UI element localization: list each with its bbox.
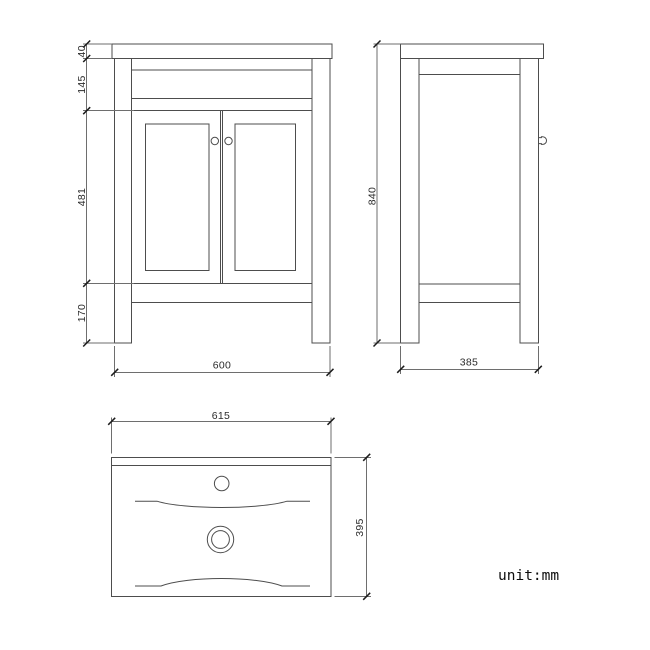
- side-height-dimension: [366, 41, 400, 347]
- front-right-door-panel: [235, 124, 296, 271]
- dim-label-840: 840: [366, 186, 379, 206]
- side-countertop: [401, 44, 544, 59]
- side-right-leg: [520, 59, 538, 344]
- dim-label-170: 170: [76, 303, 88, 323]
- side-view: [366, 41, 546, 375]
- unit-note: unit:mm: [498, 568, 560, 584]
- front-view: [76, 41, 334, 378]
- side-depth-dimension: [397, 346, 542, 374]
- dim-label-145: 145: [76, 75, 88, 94]
- front-left-door-panel: [146, 124, 209, 271]
- side-knob-profile: [539, 137, 547, 145]
- left-door-knob: [211, 137, 218, 144]
- basin-bottom-curve: [135, 579, 310, 587]
- dim-label-615: 615: [211, 410, 231, 422]
- dim-label-600: 600: [212, 359, 232, 372]
- dim-label-385: 385: [459, 356, 479, 369]
- front-left-leg: [115, 59, 132, 344]
- basin-width-dimension: [108, 410, 334, 454]
- dim-label-481: 481: [76, 187, 88, 207]
- front-height-dimensions: [76, 41, 134, 347]
- side-left-leg: [401, 59, 419, 344]
- tap-hole: [214, 476, 229, 491]
- dim-label-395: 395: [354, 518, 366, 537]
- dim-label-40: 40: [76, 45, 88, 58]
- front-width-dimension: [111, 346, 333, 377]
- right-door-knob: [225, 137, 232, 144]
- basin-depth-dimension: [335, 454, 372, 600]
- basin-front-curve: [135, 501, 310, 507]
- basin-top-view: [108, 410, 371, 600]
- front-right-leg: [312, 59, 330, 344]
- front-countertop: [112, 44, 332, 59]
- drain-hole-inner: [212, 531, 230, 549]
